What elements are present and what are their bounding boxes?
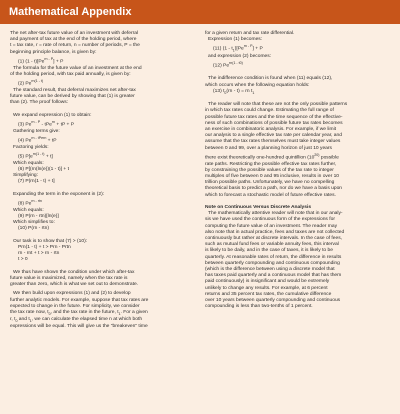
text-line: multiples of five between 0 and 95 inclusive, results in over 10: [205, 174, 340, 180]
text-line: rn - rnt + t > rn - rtn: [18, 251, 60, 257]
text-line: over 10 years between quarterly compounding and continuous: [205, 298, 341, 304]
text-line: We expand expression (1) to obtain:: [13, 112, 92, 118]
text-line: expressions will be equal. This will give us the "breakeven" time: [10, 324, 148, 330]
text-line: of the holding period, with tax paid annually, is given by:: [10, 71, 131, 77]
text-line: an exercise in combinatoric analysis. For example, if we limit: [205, 127, 337, 132]
text-line: Simplifying:: [13, 173, 39, 179]
text-line: beginning principle balance, is given by:: [10, 49, 97, 55]
text-line: between quarterly compounding and continuous compounding: [205, 260, 340, 266]
text-line: (6) P[(rn(ln(e))(1 - t)] + t: [18, 166, 69, 172]
text-line: (5) $P[e^{rn(1 - t)} + t]$: [18, 151, 53, 160]
text-line: is likely to be daily, and in the case of taxes, it is likely to be: [205, 248, 333, 254]
text-line: quarterly. At reasonable rates of return, the difference in results: [205, 254, 342, 260]
text-line: possible future tax rates and the time sequence of the effective-: [205, 114, 343, 120]
text-line: computing the future value of an investment. The reader may: [205, 223, 338, 229]
text-line: for a given return and tax rate differential.: [205, 31, 295, 36]
text-line: and payment of tax at the end of the holding period, where: [10, 37, 137, 43]
text-line: also note that in actual practice, fees and taxes are not collected: [205, 229, 345, 235]
text-line: Which equals:: [13, 160, 44, 166]
text-line: (4) $Pe^{rn - tPern}$ + tP: [18, 135, 57, 144]
text-line: than (2). The proof follows:: [10, 100, 69, 106]
text-line: unlikely to change any results. For example, at 6 percent: [205, 285, 328, 291]
text-line: (2) $Pe^{rn(1 - t)}$: [18, 79, 44, 87]
text-line: continuously but rather at discrete intervals. In the case of fees,: [205, 236, 343, 242]
right-column: [205, 31, 391, 311]
text-line: future value is maximized, namely when the tax rate is: [10, 276, 128, 281]
text-line: expected to change in the future. For simplicity, we consider: [10, 303, 140, 309]
text-line: sis we have used the continuous form of the expressions for: [205, 217, 335, 223]
text-line: in which tax rates could change. Estimating the full range of: [205, 108, 334, 114]
section-header: [0, 0, 400, 24]
text-line: (1) $(1 - t)[Pe^{rn - P}] + P$: [18, 56, 64, 65]
text-line: The standard result, that deferral maximizes net after-tax: [13, 87, 136, 93]
text-line: assume that the tax rates themselves must take integer values: [205, 139, 341, 145]
text-line: Which simplifies to:: [13, 220, 55, 226]
text-line: Our task is to show that (7) > (10):: [13, 238, 88, 244]
section-title: Mathematical Appendix: [9, 6, 132, 18]
text-line: and expression (2) becomes:: [208, 54, 272, 60]
text-line: there exist theoretically one-hundred quintillion (10$^{20)}$ possible: [205, 152, 339, 161]
text-line: The net after-tax future value of an investment with deferral: [10, 31, 139, 36]
text-line: ness of such combinations of possible future tax rates becomes: [205, 120, 343, 126]
text-line: t > 0: [18, 257, 28, 263]
text-line: The indifference condition is found when (11) equals (12),: [208, 76, 333, 82]
text-line: The reader will note that these are not the only possible patterns: [208, 102, 348, 108]
text-line: (8) $Pe^{rn - rtn}$: [18, 198, 42, 207]
text-line: future value, can be derived by showing that (1) is greater: [10, 94, 135, 100]
text-line: compounding is less than two-tenths of 1 percent.: [205, 304, 313, 310]
text-line: has taxes paid quarterly and a continuous model that has them: [205, 273, 342, 279]
text-line: greater than zero, which is what we set out to demonstrate.: [10, 282, 139, 288]
text-line: Expanding the term in the exponent in (2):: [13, 191, 105, 197]
text-line: Gathering terms give:: [13, 128, 60, 134]
text-line: our analysis to a single effective tax rate per calendar year, and: [205, 133, 342, 139]
text-line: rate paths. Restricting the possible effective tax rates further,: [205, 161, 337, 167]
text-line: further analytic models. For example, suppose that tax rates are: [10, 297, 149, 303]
text-line: The mathematically attentive reader will note that in our analy-: [208, 211, 343, 217]
text-line: such as mutual fund fees or variable annuity fees, this interval: [205, 242, 339, 248]
text-line: (which is the difference between using a discrete model that: [205, 267, 335, 273]
text-line: theoretical basis to predict a path, nor do we have a basis upon: [205, 186, 343, 192]
text-line: We thus have shown the condition under which after-tax: [13, 269, 135, 275]
text-line: which to forecast a stochastic model of future effective rates.: [205, 192, 336, 198]
text-line: the tax rate now, $t_0$, and the tax rate in the future, $t_1$. For a given: [10, 310, 148, 316]
text-line: paid continuously) is insignificant and would be extremely: [205, 279, 330, 285]
text-line: which occurs when the following equation holds:: [205, 82, 310, 88]
text-line: (10) P(rn - rtn): [18, 226, 49, 232]
text-line: by constraining the possible values of the tax rate to integer: [205, 167, 334, 173]
text-line: Expression (1) becomes:: [208, 37, 263, 43]
text-line: (13) $t_0(rn - t)$ = rn $t_1$: [213, 88, 255, 95]
text-line: (12) $Pe^{rn(1 - t0)}$: [213, 61, 243, 70]
text-line: (11) $(1 - t_1)[Pe^{rn - P}] + P$: [213, 44, 263, 53]
text-line: r, $t_0$ and $t_1$, we can calculate the elapsed time n at which both: [10, 317, 143, 324]
text-line: (3) $Pe^{rn - P} - tPe^{rn}$ + tP + P: [18, 119, 74, 128]
left-column: [10, 31, 196, 331]
text-line: Which equals:: [13, 207, 44, 213]
text-line: Prn(1 - t) + t > Prn - Prtn: [18, 245, 71, 250]
text-line: t = tax rate, r = rate of return, n = number of periods, P = the: [10, 43, 140, 49]
text-line: returns and 35 percent tax rates, the cumulative difference: [205, 291, 332, 297]
text-line: The formula for the future value of an investment at the end: [13, 65, 142, 71]
text-line: (7) P(rn(1 - t) + t]: [18, 179, 55, 185]
text-line: We then build upon expressions (1) and (2) to develop: [13, 291, 131, 297]
section-subheading: Note on Continuous Versus Discrete Analysis: [205, 205, 312, 211]
text-line: between 0 and 99, over a planning horizon of just 10 years: [205, 145, 332, 151]
text-line: (9) P(rn - rtn)[ln(e)]: [18, 214, 59, 219]
text-line: trillion possible paths. Unfortunately, we have no compelling: [205, 180, 335, 186]
text-line: Factoring yields:: [13, 144, 49, 150]
